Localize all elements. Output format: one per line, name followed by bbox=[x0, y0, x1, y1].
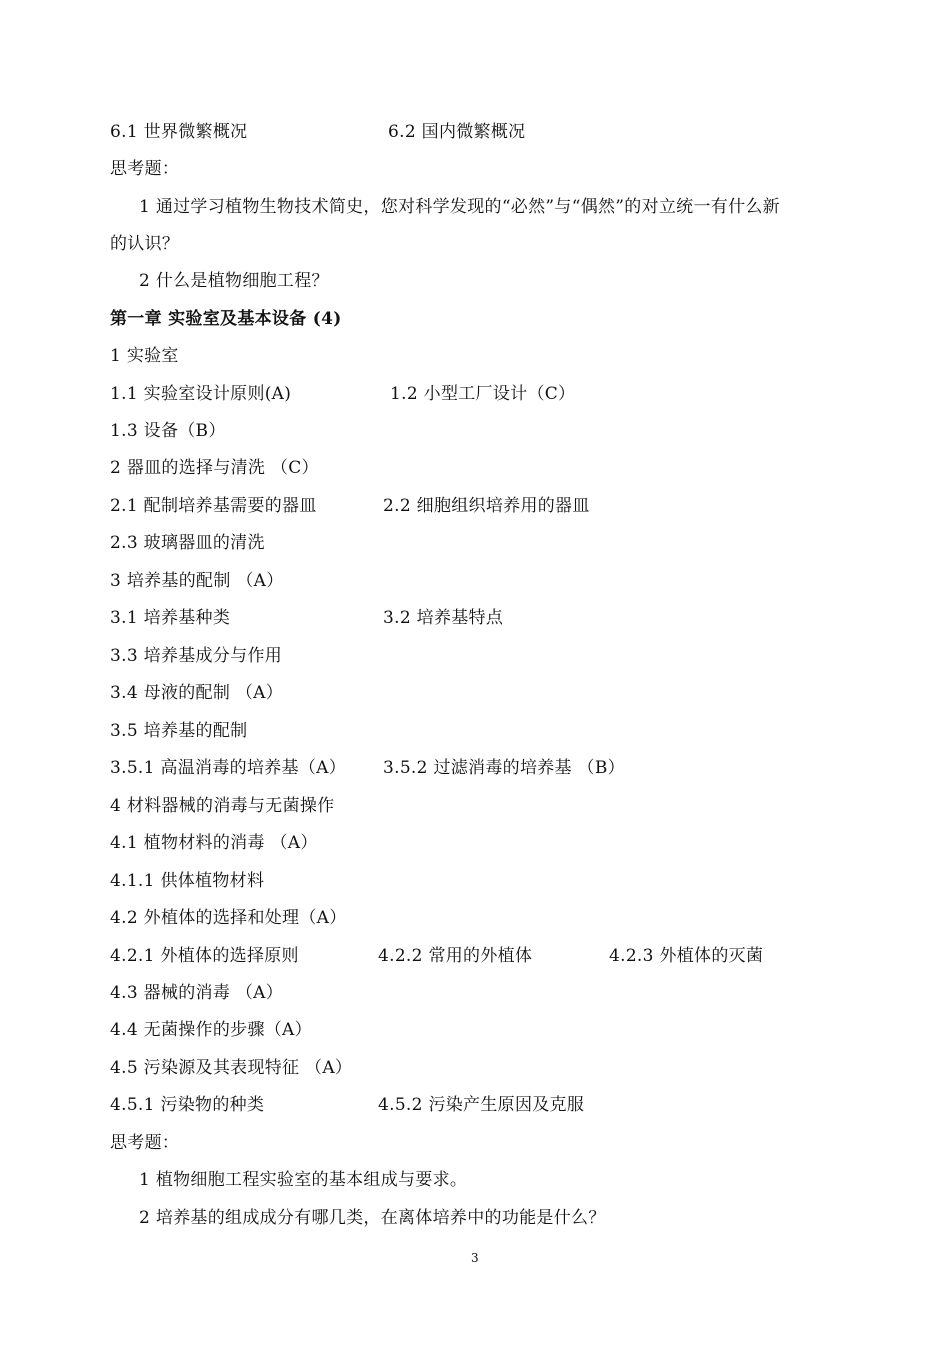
section-4-5-1: 4.5.1 污染物的种类 bbox=[110, 1095, 265, 1115]
page-number: 3 bbox=[471, 1251, 479, 1265]
section-3-3: 3.3 培养基成分与作用 bbox=[110, 646, 283, 666]
chapter-title: 第一章 实验室及基本设备 (4) bbox=[110, 309, 342, 329]
section-6-2: 6.2 国内微繁概况 bbox=[388, 122, 526, 142]
section-3-4: 3.4 母液的配制 （A） bbox=[110, 683, 284, 703]
question-1: 1 通过学习植物生物技术简史，您对科学发现的“必然”与“偶然”的对立统一有什么新 bbox=[139, 197, 780, 217]
question-1-continued: 的认识？ bbox=[110, 234, 180, 254]
section-4-5-2: 4.5.2 污染产生原因及克服 bbox=[378, 1095, 585, 1115]
section-4-2-1: 4.2.1 外植体的选择原则 bbox=[110, 946, 299, 966]
section-4-4: 4.4 无菌操作的步骤（A） bbox=[110, 1020, 312, 1040]
section-1-3: 1.3 设备（B） bbox=[110, 421, 226, 441]
questions-heading: 思考题： bbox=[110, 159, 180, 179]
section-2-1: 2.1 配制培养基需要的器皿 bbox=[110, 496, 317, 516]
section-6-1: 6.1 世界微繁概况 bbox=[110, 122, 248, 142]
section-2-3: 2.3 玻璃器皿的清洗 bbox=[110, 533, 265, 553]
section-3-5: 3.5 培养基的配制 bbox=[110, 721, 248, 741]
question-chapter-2: 2 培养基的组成成分有哪几类，在离体培养中的功能是什么？ bbox=[139, 1208, 606, 1228]
section-3-1: 3.1 培养基种类 bbox=[110, 608, 231, 628]
question-2: 2 什么是植物细胞工程？ bbox=[139, 271, 329, 291]
section-4-2-3: 4.2.3 外植体的灭菌 bbox=[609, 946, 764, 966]
section-2: 2 器皿的选择与清洗 （C） bbox=[110, 458, 319, 478]
question-chapter-1: 1 植物细胞工程实验室的基本组成与要求。 bbox=[139, 1170, 468, 1190]
section-3-5-2: 3.5.2 过滤消毒的培养基 （B） bbox=[383, 758, 625, 778]
section-4-1: 4.1 植物材料的消毒 （A） bbox=[110, 833, 318, 853]
section-1-1: 1.1 实验室设计原则(A) bbox=[110, 384, 292, 404]
section-3-2: 3.2 培养基特点 bbox=[383, 608, 504, 628]
questions-heading-2: 思考题： bbox=[110, 1133, 180, 1153]
section-3: 3 培养基的配制 （A） bbox=[110, 571, 284, 591]
section-4-2: 4.2 外植体的选择和处理（A） bbox=[110, 908, 347, 928]
section-3-5-1: 3.5.1 高温消毒的培养基（A） bbox=[110, 758, 347, 778]
section-4-5: 4.5 污染源及其表现特征 （A） bbox=[110, 1058, 353, 1078]
section-4-2-2: 4.2.2 常用的外植体 bbox=[378, 946, 533, 966]
section-1: 1 实验室 bbox=[110, 346, 179, 366]
section-4: 4 材料器械的消毒与无菌操作 bbox=[110, 796, 335, 816]
section-4-1-1: 4.1.1 供体植物材料 bbox=[110, 871, 265, 891]
section-2-2: 2.2 细胞组织培养用的器皿 bbox=[383, 496, 590, 516]
section-4-3: 4.3 器械的消毒 （A） bbox=[110, 983, 284, 1003]
section-1-2: 1.2 小型工厂设计（C） bbox=[390, 384, 576, 404]
